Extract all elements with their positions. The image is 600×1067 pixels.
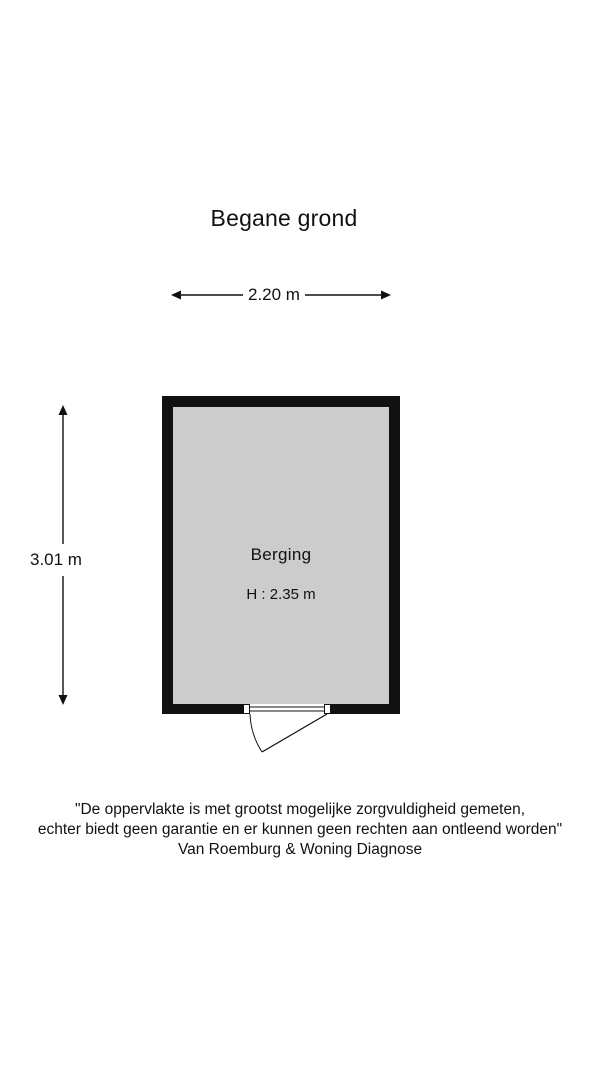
disclaimer-company: Van Roemburg & Woning Diagnose xyxy=(177,841,423,858)
height-dimension-label: 3.01 m xyxy=(30,544,82,576)
door-jamb-right xyxy=(325,705,331,714)
width-dimension-label: 2.20 m xyxy=(243,285,305,305)
door-swing-arc xyxy=(250,714,262,752)
door-leaf xyxy=(262,714,327,752)
disclaimer-line: "De oppervlakte is met grootst mogelijke zorgvuldigheid gemeten, xyxy=(74,801,526,818)
floor-title: Begane grond xyxy=(210,205,358,231)
room-ceiling-height: H : 2.35 m xyxy=(246,586,316,603)
disclaimer-line: echter biedt geen garantie en er kunnen geen rechten aan ontleend worden" xyxy=(37,821,563,838)
door-jamb-left xyxy=(244,705,250,714)
disclaimer xyxy=(0,800,600,860)
room-name: Berging xyxy=(250,545,312,564)
door xyxy=(243,704,331,752)
